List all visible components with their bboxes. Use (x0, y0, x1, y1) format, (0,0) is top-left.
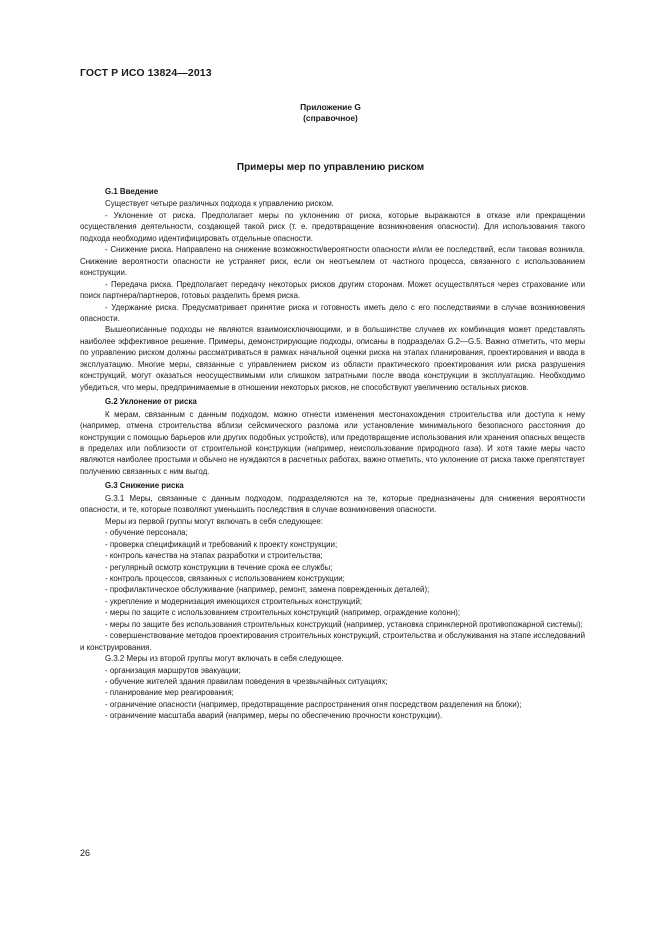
list-item: - меры по защите без использования строительных конструкций (например, установка спринклерной противопожарной системы); (105, 619, 583, 629)
list-item: - обучение персонала; (105, 528, 188, 538)
paragraph: К мерам, связанным с данным подходом, можно отнести изменения местонахождения строительства или доступа к нему (например, отмена строительства вблизи сейсмического разлома или установление минимального безопасного расстояния до конструкции с помощью барьеров или других подобных устройств), или предотвращение использования или хранения опасных веществ в пределах или поблизости от строительной конструкции (например, неиспользование природного газа). И хотя такие меры часто являются наиболее простыми и обычно не нуждаются в расчетных работах, важно отметить, что уклонение от риска также препятствует получению связанных с ним выгод. (80, 409, 585, 476)
list-item: - обучение жителей здания правилам поведения в чрезвычайных ситуациях; (105, 677, 388, 687)
paragraph: G.3.1 Меры, связанные с данным подходом, подразделяются на те, которые предназначены для снижения вероятности опасности, и те, которые позволяют уменьшить последствия в случае возникновения опасности. (80, 493, 585, 515)
paragraph: Меры из первой группы могут включать в себя следующее: (105, 516, 324, 526)
section-heading-g3: G.3 Снижение риска (105, 481, 184, 491)
standard-header: ГОСТ Р ИСО 13824—2013 (80, 67, 212, 79)
page-title: Примеры мер по управлению риском (236, 162, 425, 173)
appendix-block (0, 102, 661, 124)
list-item: - Уклонение от риска. Предполагает меры по уклонению от риска, которые выражаются в отказе или прекращении осуществления деятельности, создающей такой риск (т. е. предотвращение возникновения опасности). Для использования такого подхода необходимо идентифицировать отдельные опасности. (80, 210, 585, 243)
paragraph: G.3.2 Меры из второй группы могут включать в себя следующее. (105, 654, 344, 664)
list-item: - контроль процессов, связанных с использованием конструкции; (105, 573, 345, 583)
list-item: - Передача риска. Предполагает передачу некоторых рисков другим сторонам. Может осуществляться через страхование или поиск партнера/партнеров, готовых разделить бремя риска. (80, 279, 585, 301)
list-item: - Снижение риска. Направлено на снижение возможности/вероятности опасности и/или ее последствий, если таковая возникла. Снижение вероятности опасности не устраняет риск, если он неотъемлем от частного процесса, связанного с использованием конструкции. (80, 245, 585, 278)
list-item: - Удержание риска. Предусматривает принятие риска и готовность иметь дело с его последствиями в случае возникновения опасности. (80, 302, 585, 323)
list-item: - меры по защите с использованием строительных конструкций (например, ограждение колонн); (105, 608, 461, 618)
list-item: - проверка спецификаций и требований к проекту конструкции; (105, 539, 338, 549)
list-item: - укрепление и модернизация имеющихся строительных конструкций; (105, 596, 363, 606)
list-item: - организация маршрутов эвакуации; (105, 665, 241, 675)
section-heading-g2: G.2 Уклонение от риска (105, 397, 197, 407)
document-body (80, 186, 585, 722)
list-item: - контроль качества на этапах разработки и строительства; (105, 551, 323, 561)
paragraph: Вышеописанные подходы не являются взаимоисключающими, и в большинстве случаев их комбинация может представлять наиболее эффективное решение. Примеры, демонстрирующие подходы, описаны в подразделах G.2—G.5. Важно отметить, что меры по управлению риском должны рассматриваться в рамках начальной оценки риска на этапах планирования, проектирования и ввода в эксплуатацию. Многие меры, связанные с управлением риском из области практического проектирования или риска разрушения конструкций, могут оказаться неосуществимыми или слишком затратными после ввода конструкции в эксплуатацию. Необходимо убедиться, что меры, предпринимаемые в отношении некоторых рисков, не способствуют увеличению остальных рисков. (80, 325, 585, 392)
list-item: - регулярный осмотр конструкции в течение срока ее службы; (105, 562, 333, 572)
appendix-note: (справочное) (303, 113, 358, 123)
section-heading-g1: G.1 Введение (105, 187, 159, 196)
list-item: - профилактическое обслуживание (например, ремонт, замена поврежденных деталей); (105, 585, 430, 595)
list-item: - ограничение опасности (например, предотвращение распространения огня посредством разделения на блоки); (105, 699, 522, 709)
list-item: - совершенствование методов проектирования строительных конструкций, строительства и обслуживания на этапе исследований и конструирования. (80, 631, 585, 652)
appendix-label: Приложение G (300, 102, 361, 112)
list-item: - планирование мер реагирования; (105, 688, 234, 698)
page-number: 26 (80, 848, 91, 858)
paragraph: Существует четыре различных подхода к управлению риском. (105, 199, 334, 209)
list-item: - ограничение масштаба аварий (например, меры по обеспечению прочности конструкции). (105, 711, 443, 721)
